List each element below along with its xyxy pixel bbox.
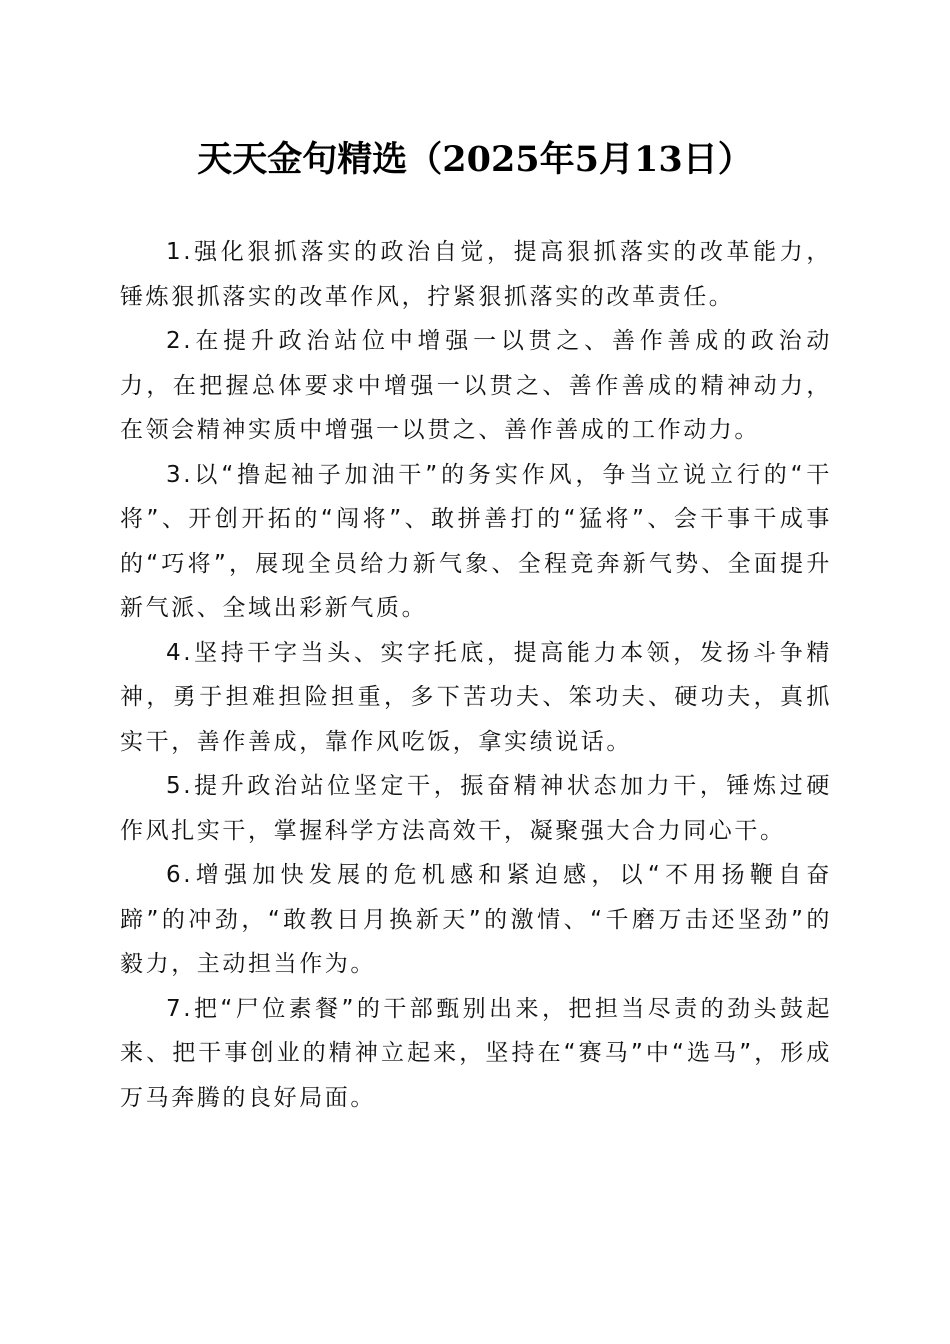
paragraph-4: 4.坚持干字当头、实字托底，提高能力本领，发扬斗争精神，勇于担难担险担重，多下苦功夫、笨功夫、硬功夫，真抓实干，善作善成，靠作风吃饭，拿实绩说话。 [120,639,832,755]
paragraph-2: 2.在提升政治站位中增强一以贯之、善作善成的政治动力，在把握总体要求中增强一以贯之、善作善成的精神动力，在领会精神实质中增强一以贯之、善作善成的工作动力。 [120,328,832,443]
paragraph-5: 5.提升政治站位坚定干，振奋精神状态加力干，锤炼过硬作风扎实干，掌握科学方法高效干，凝聚强大合力同心干。 [120,773,832,844]
paragraph-7: 7.把“尸位素餐”的干部甄别出来，把担当尽责的劲头鼓起来、把干事创业的精神立起来，坚持在“赛马”中“选马”，形成万马奔腾的良好局面。 [120,995,832,1111]
paragraph-3: 3.以“撸起袖子加油干”的务实作风，争当立说立行的“干将”、开创开拓的“闯将”、敢拼善打的“猛将”、会干事干成事的“巧将”，展现全员给力新气象、全程竞奔新气势、全面提升新气派、全域出彩新气质。 [120,461,832,621]
document-body [120,230,832,1120]
paragraph-1: 1.强化狠抓落实的政治自觉，提高狠抓落实的改革能力，锤炼狠抓落实的改革作风，拧紧狠抓落实的改革责任。 [120,239,832,310]
document-title: 天天金句精选（2025年5月13日） [197,139,753,180]
paragraph-6: 6.增强加快发展的危机感和紧迫感，以“不用扬鞭自奋蹄”的冲劲，“敢教日月换新天”的激情、“千磨万击还坚劲”的毅力，主动担当作为。 [120,862,832,977]
